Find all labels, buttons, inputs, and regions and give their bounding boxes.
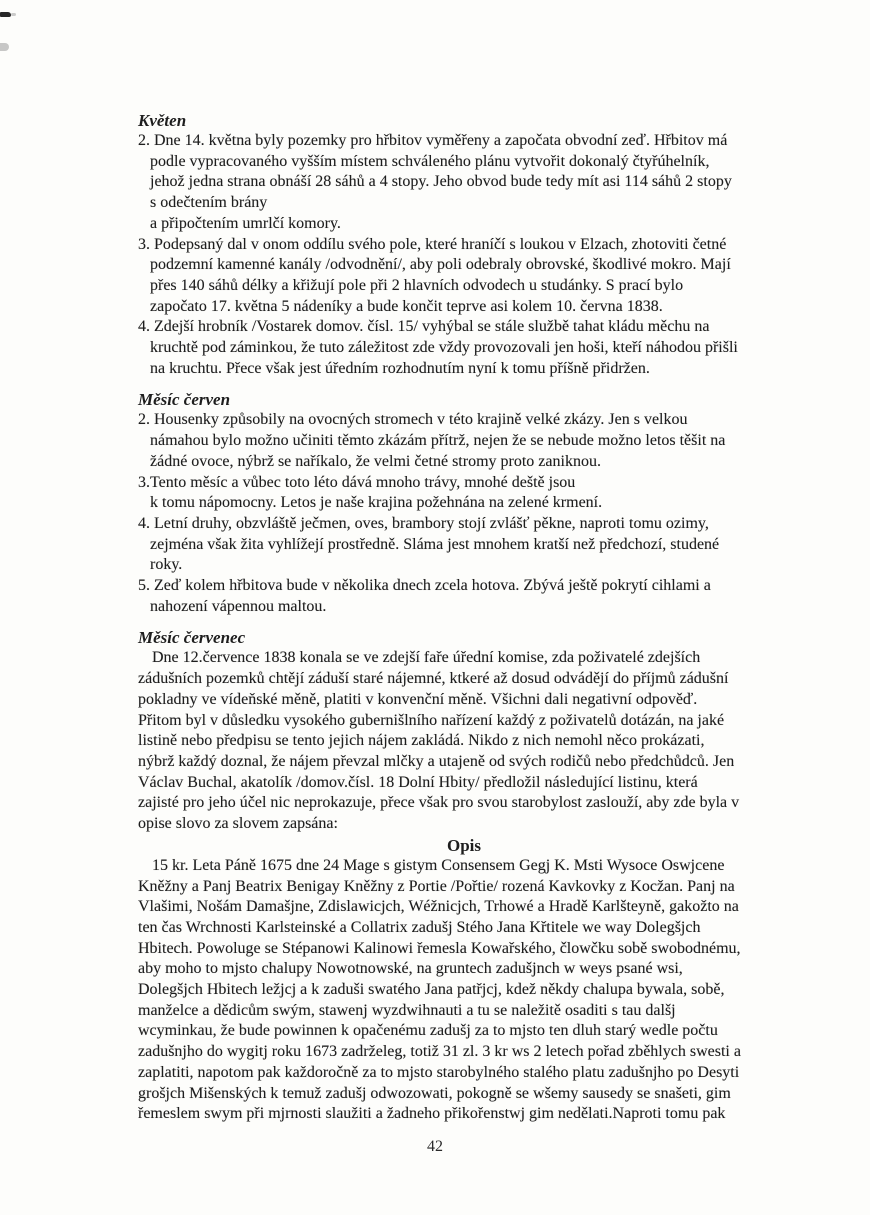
text-line: a připočtením umrlčí komory. xyxy=(150,214,341,232)
text-line: Václav Buchal, akatolík /domov.čísl. 18 Dolní Hbity/ předložil následující listinu, která xyxy=(138,773,698,791)
section-cerven xyxy=(138,389,838,617)
text-line: Kněžny a Panj Beatrix Benigay Kněžny z Portie /Pořtie/ rozená Kavkovky z Kocžan. Panj na xyxy=(138,877,735,895)
text-line: grošjch Mišenských k temuž zadušj odwozowati, pokogně se wšemy sausedy se snašeti, gim xyxy=(138,1084,731,1102)
text-line: pokladny ve vídeňské měně, platiti v konvenční měně. Všichni dali negativní odpověď. xyxy=(138,690,698,708)
text-line: listině nebo předpisu se tento jejich nájem zakládá. Nikdo z nich nemohl něco prokázati, xyxy=(138,732,705,750)
text-line: zadušnjho do wygitj roku 1673 zadrželeg, totiž 31 zl. 3 kr ws 2 letech pořad zběhlych swesti a xyxy=(138,1043,741,1061)
text-line: Dolegšjch Hbitech ležjcj a k zaduši swatého Jana patřjcj, kdež někdy chalupa bywala, sobě, xyxy=(138,981,725,999)
text-line: wcyminkau, že bude powinnen k opačenému zadušj za to mjsto ten dluh starý wedle počtu xyxy=(138,1022,718,1040)
text-line: zejména však žita vyhlížejí prostředně. Sláma jest mnohem kratší než předchozí, studené xyxy=(150,535,720,553)
text-line: námahou bylo možno učiniti těmto zkázám přítrž, nejen že se nebude možno letos těšit na xyxy=(150,432,726,450)
text-line: aby moho to mjsto chalupy Nowotnowské, na gruntech zadušjnch w weys psané wsi, xyxy=(138,960,683,978)
text-line: roky. xyxy=(150,556,183,574)
text-line: kruchtě pod záminkou, že tuto záležitost zde vždy provozovali jen hoši, kteří náhodou přišli xyxy=(150,339,738,357)
text-line: řemeslem swym při mjrnosti slaužiti a žadneho přikořenstwj gim nedělati.Naproti tomu pak xyxy=(138,1105,726,1123)
text-line: přes 140 sáhů délky a křižují pole při 2 hlavních odvodech u studánky. S prací bylo xyxy=(150,276,684,294)
text-line: Dne 12.července 1838 konala se ve zdejší faře úřední komise, zda poživatelé zdejších xyxy=(152,649,701,667)
text-line: 4. Zdejší hrobník /Vostarek domov. čísl. 15/ vyhýbal se stále službě tahat kládu měchu na xyxy=(138,318,710,336)
section-heading: Květen xyxy=(138,111,187,130)
text-line: jehož jedna strana obnáší 28 sáhů a 4 stopy. Jeho obvod bude tedy mít asi 114 sáhů 2 stopy xyxy=(150,173,732,191)
text-line: 2. Housenky způsobily na ovocných stromech v této krajině velké zkázy. Jen s velkou xyxy=(138,411,688,429)
text-line: opise slovo za slovem zapsána: xyxy=(138,815,338,833)
text-line: 5. Zeď kolem hřbitova bude v několika dnech zcela hotova. Zbývá ještě pokrytí cihlami a xyxy=(138,577,711,595)
text-line: k tomu nápomocny. Letos je naše krajina požehnána na zelené krmení. xyxy=(150,494,603,512)
text-line: 3. Podepsaný dal v onom oddílu svého pole, které hraníčí s loukou v Elzach, zhotoviti četné xyxy=(138,235,727,253)
text-line: podzemní kamenné kanály /odvodnění/, aby poli odebraly obrovské, škodlivé mokro. Mají xyxy=(150,256,731,274)
text-line: Hbitech. Powoluge se Stépanowi Kalinowi řemesla Kowařského, člowčku sobě swobodnému, xyxy=(138,939,741,957)
text-line: Vlašimi, Nošám Damašjne, Zdislawicjch, Wéžnicjch, Trhowé a Hradě Karlšteyně, gakožto na xyxy=(138,898,739,916)
text-line: Přitom byl v důsledku vysokého gubernišlního nařízení každý z poživatelů dotázán, na jaké xyxy=(138,711,725,729)
text-line: žádné ovoce, nýbrž se naříkalo, že velmi četné stromy proto zaniknou. xyxy=(150,452,601,470)
text-line: zádušních pozemků chtějí záduší staré nájemné, ktkeré až dosud odvádějí do příjmů zádušní xyxy=(138,670,729,688)
text-line: započato 17. května 5 nádeníky a bude končit teprve asi kolem 10. června 1838. xyxy=(150,297,663,315)
text-line: 3.Tento měsíc a vůbec toto léto dává mnoho trávy, mnohé deště jsou xyxy=(138,473,576,491)
text-line: s odečtením brány xyxy=(150,194,268,212)
section-heading: Měsíc červenec xyxy=(138,628,246,648)
text-line: nýbrž každý doznal, že nájem převzal mlčky a utajeně od svých rodičů nebo předchůdců. Jen xyxy=(138,752,735,770)
section-heading: Opis xyxy=(446,835,482,855)
text-line: podle vypracovaného vyšším místem schváleného plánu vytvořit dokonalý čtyřúhelník, xyxy=(150,152,710,170)
text-line: zaplatiti, napotom pak každoročně za to mjsto starobylného stalého platu zadušnjho po Desyti xyxy=(138,1063,740,1081)
text-line: 2. Dne 14. května byly pozemky pro hřbitov vyměřeny a započata obvodní zeď. Hřbitov má xyxy=(138,132,728,149)
section-opis xyxy=(138,835,838,1125)
section-cervenec xyxy=(138,627,838,834)
section-kveten xyxy=(138,110,838,379)
text-line: 4. Letní druhy, obzvláště ječmen, oves, brambory stojí zvlášť pěkne, naproti tomu ozimy, xyxy=(138,514,709,532)
page-body xyxy=(138,110,838,1125)
text-line: 15 kr. Leta Páně 1675 dne 24 Mage s gistym Consensem Gegj K. Msti Wysoce Oswjcene xyxy=(152,856,725,874)
scan-artifact-dark-mark xyxy=(0,12,11,17)
text-line: na kruchtu. Přece však jest úředním rozhodnutím nyní k tomu příšně přidržen. xyxy=(150,359,650,377)
text-line: ten čas Wrchnosti Karlsteinské a Collatrix zadušj Stého Jana Křtitele we way Dolegšjch xyxy=(138,918,701,936)
text-line: zajisté pro jeho účel nic neprokazuje, přece však pro svou starobylost zaslouží, aby zde byla v xyxy=(138,794,740,812)
scan-artifact-light-smudge xyxy=(0,43,9,51)
text-line: manželce a dědicům swým, stawenj wyzdwihnauti a tu se naležitě osaditi s tau dalšj xyxy=(138,1001,676,1019)
section-heading: Měsíc červen xyxy=(138,390,231,410)
text-line: nahození vápennou maltou. xyxy=(150,597,327,615)
page-number: 42 xyxy=(427,1138,443,1155)
